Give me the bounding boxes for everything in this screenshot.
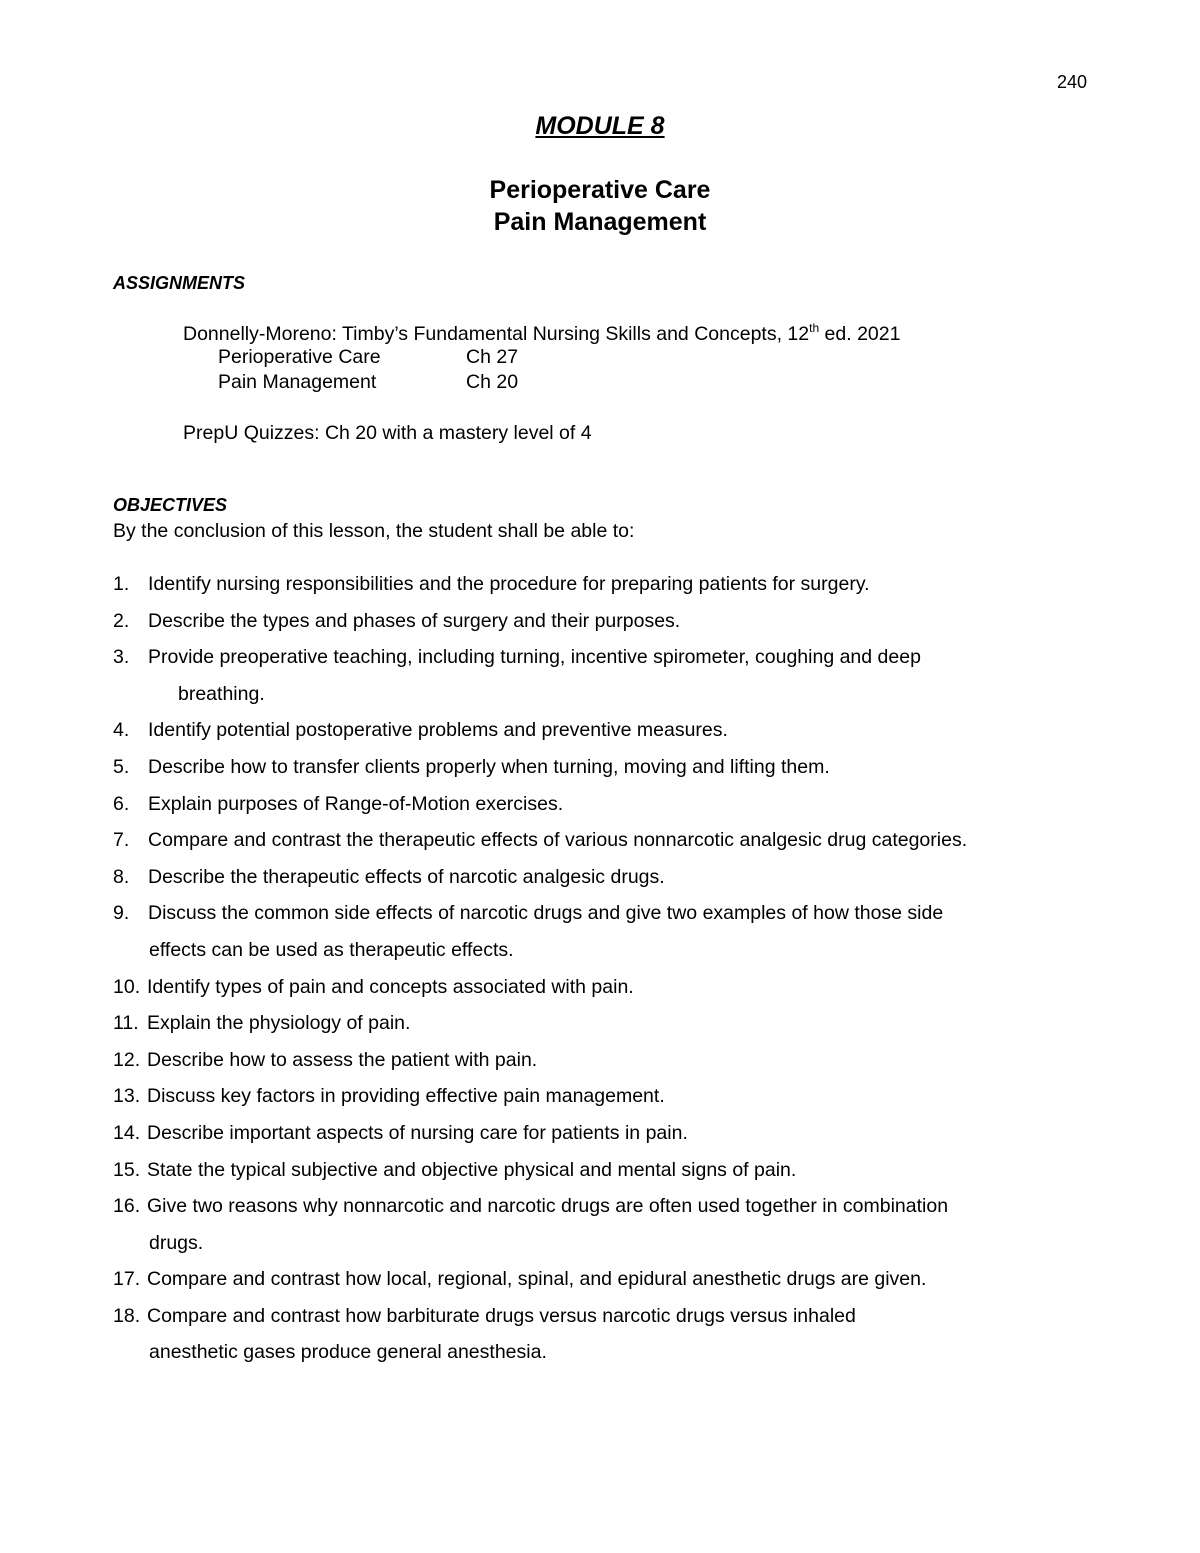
objective-item xyxy=(113,1115,1093,1152)
objective-number: 10. xyxy=(113,975,141,998)
objective-number: 3. xyxy=(113,646,130,669)
chapter-topic: Pain Management xyxy=(218,371,377,393)
objective-text: Describe the types and phases of surgery and their purposes. xyxy=(148,609,681,632)
objective-text: Compare and contrast how local, regional, spinal, and epidural anesthetic drugs are given. xyxy=(147,1268,927,1291)
objective-item xyxy=(113,566,1093,603)
objective-number: 11. xyxy=(113,1012,139,1035)
objective-item xyxy=(113,1152,1093,1189)
assignments-heading: ASSIGNMENTS xyxy=(113,273,246,293)
objective-number: 7. xyxy=(113,829,130,852)
chapter-topic: Perioperative Care xyxy=(218,346,381,368)
objective-number: 12. xyxy=(113,1048,141,1071)
objective-number: 9. xyxy=(113,902,130,925)
objective-text: Identify potential postoperative problems and preventive measures. xyxy=(148,719,728,742)
objective-number: 1. xyxy=(113,573,130,595)
objective-number: 5. xyxy=(113,755,130,778)
objective-item xyxy=(113,969,1093,1006)
chapter-number: Ch 27 xyxy=(466,346,519,368)
objective-text-continued: drugs. xyxy=(149,1231,204,1254)
objective-text: Discuss the common side effects of narcotic drugs and give two examples of how those side xyxy=(148,902,944,925)
objectives-intro: By the conclusion of this lesson, the student shall be able to: xyxy=(113,520,635,542)
objective-text-continued: anesthetic gases produce general anesthesia. xyxy=(149,1341,547,1364)
objective-number: 16. xyxy=(113,1195,141,1218)
objective-text: Compare and contrast how barbiturate drugs versus narcotic drugs versus inhaled xyxy=(147,1304,856,1327)
textbook-title: Donnelly-Moreno: Timby’s Fundamental Nursing Skills and Concepts, 12 xyxy=(183,323,810,345)
objective-text: Discuss key factors in providing effective pain management. xyxy=(147,1085,665,1108)
objectives-heading: OBJECTIVES xyxy=(113,495,228,515)
objective-text: Explain purposes of Range-of-Motion exercises. xyxy=(148,792,564,815)
objective-number: 13. xyxy=(113,1085,141,1108)
objective-item xyxy=(113,1261,1093,1298)
objective-text: Identify types of pain and concepts associated with pain. xyxy=(147,975,634,998)
objective-text: Describe important aspects of nursing care for patients in pain. xyxy=(147,1121,688,1144)
objective-text-continued: effects can be used as therapeutic effects. xyxy=(149,938,514,961)
objective-item xyxy=(113,786,1093,823)
objective-number: 2. xyxy=(113,609,130,632)
objective-number: 17. xyxy=(113,1268,141,1291)
subtitle-pain-management: Pain Management xyxy=(493,208,707,236)
textbook-reference xyxy=(183,321,900,346)
objective-text: Describe the therapeutic effects of narcotic analgesic drugs. xyxy=(148,865,665,888)
page-number: 240 xyxy=(1056,72,1087,92)
objective-item xyxy=(113,1188,1093,1261)
objective-item xyxy=(113,749,1093,786)
objective-item xyxy=(113,859,1093,896)
objective-number: 8. xyxy=(113,865,130,888)
objective-item xyxy=(113,1298,1093,1371)
objective-number: 14. xyxy=(113,1121,141,1144)
objective-item xyxy=(113,712,1093,749)
objective-number: 4. xyxy=(113,719,130,742)
objective-item xyxy=(113,895,1093,968)
edition-superscript: th xyxy=(809,321,820,335)
subtitle-perioperative-care: Perioperative Care xyxy=(489,176,711,204)
module-title: MODULE 8 xyxy=(535,112,665,140)
objective-item xyxy=(113,1005,1093,1042)
objective-text: Give two reasons why nonnarcotic and narcotic drugs are often used together in combination xyxy=(147,1195,949,1218)
objective-text: Describe how to transfer clients properly when turning, moving and lifting them. xyxy=(148,755,830,778)
objective-text: Compare and contrast the therapeutic effects of various nonnarcotic analgesic drug categories. xyxy=(148,829,968,852)
objective-text: Describe how to assess the patient with pain. xyxy=(147,1048,538,1071)
objective-item xyxy=(113,603,1093,640)
edition-year: ed. 2021 xyxy=(819,323,901,345)
objective-item xyxy=(113,1042,1093,1079)
objective-item xyxy=(113,822,1093,859)
prepu-quizzes: PrepU Quizzes: Ch 20 with a mastery level of 4 xyxy=(183,422,592,444)
objective-text: Explain the physiology of pain. xyxy=(147,1012,411,1035)
objective-text: Identify nursing responsibilities and the procedure for preparing patients for surgery. xyxy=(148,573,870,595)
chapter-number: Ch 20 xyxy=(466,371,519,393)
objective-number: 6. xyxy=(113,792,130,815)
objective-text-continued: breathing. xyxy=(178,682,265,705)
objective-item xyxy=(113,639,1093,712)
objective-item xyxy=(113,1078,1093,1115)
objective-text: State the typical subjective and objective physical and mental signs of pain. xyxy=(147,1158,797,1181)
objective-text: Provide preoperative teaching, including turning, incentive spirometer, coughing and deep xyxy=(148,646,921,669)
objectives-list xyxy=(113,566,1093,1371)
objective-number: 15. xyxy=(113,1158,141,1181)
objective-number: 18. xyxy=(113,1304,141,1327)
